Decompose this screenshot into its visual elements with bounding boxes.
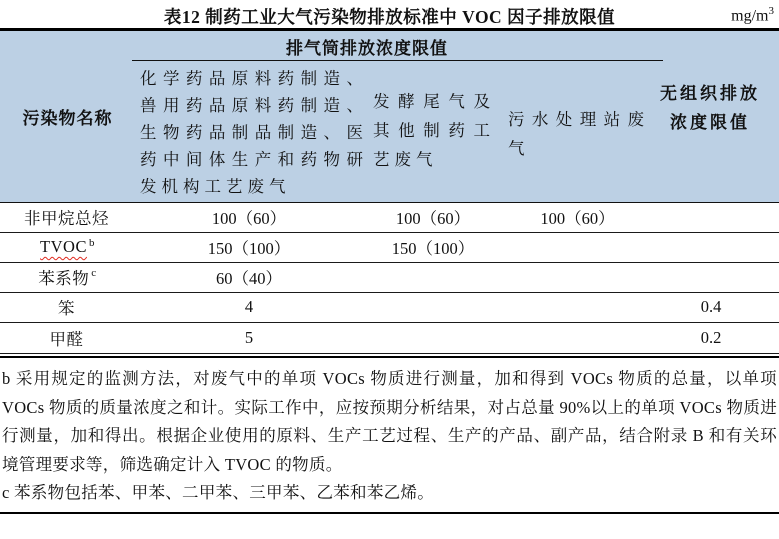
value-chemical-api: 150（100） [207,239,291,258]
header-stack-emission-limit: 排气筒排放浓度限值 [286,38,448,58]
table-row [0,233,779,263]
value-fugitive [655,263,767,292]
value-fermentation: 150（100） [391,239,475,258]
pollutant-label: TVOC [40,237,87,256]
unit-base: mg/m [731,7,769,25]
unit-label [731,5,774,25]
table-row [0,293,779,323]
unit-superscript: 3 [768,5,774,17]
table-title: 表12 制药工业大气污染物排放标准中 VOC 因子排放限值 [163,7,616,27]
table-row [0,263,779,293]
header-chemical-api-manufacturing: 化学药品原料药制造、兽用药品原料药制造、生物药品制品制造、医药中间体生产和药物研发机构工艺废气 [140,68,368,196]
value-fermentation: 100（60） [395,209,471,228]
value-fugitive [655,233,767,262]
value-chemical-api: 5 [244,327,254,347]
value-fugitive: 0.4 [700,297,722,316]
value-wastewater [505,293,650,322]
value-wastewater: 100（60） [540,209,615,228]
row-pollutant-name [0,203,135,232]
page-bottom-rule [0,512,779,514]
pollutant-label: 苯系物 [38,269,90,288]
pollutant-label: 笨 [58,299,75,318]
value-chemical-api: 100（60） [211,209,287,228]
table-row [0,323,779,353]
header-fermentation-tail-gas: 发酵尾气及其他制药工艺废气 [373,91,495,169]
value-fermentation [368,323,498,353]
header-fugitive-emission-limit: 无组织排放浓度限值 [660,83,760,132]
value-wastewater [505,323,650,353]
table-row [0,203,779,233]
pollutant-label: 非甲烷总烃 [24,209,109,228]
pollutant-label: 甲醛 [49,329,84,349]
header-pollutant-name: 污染物名称 [22,108,113,128]
footnote-b: b 采用规定的监测方法，对废气中的单项 VOCs 物质进行测量，加和得到 VOCs 物质的总量，以单项 VOCs 物质的质量浓度之和计。实际工作中，应按预期分析结果，对占总量 90%以上的单项 VOCs 物质进行测量，加和得出。根据企业使用的原料、生产工艺过程、生产的产品、副产品，结合附录 B 和有关环境管理要求等，筛选确定计入 TVOC 的物质。 [2,369,777,474]
row-pollutant-name: 苯系物 $^c$ [38,267,97,288]
row-pollutant-name: TVOC $^b$ [40,237,95,256]
footnotes [0,358,779,508]
header-wastewater-station-gas: 污水处理站废气 [508,109,650,158]
value-fugitive [655,203,767,232]
row-pollutant-name [0,323,135,353]
value-chemical-api: 4 [244,297,254,316]
title-row [0,0,779,28]
table-header [0,31,779,203]
value-chemical-api: 60（40） [216,269,282,288]
table-body [0,203,779,353]
row-pollutant-name [0,293,135,322]
value-fermentation [368,263,498,292]
value-fugitive: 0.2 [700,327,722,347]
footnote-c: c 苯系物包括苯、甲苯、二甲苯、三甲苯、乙苯和苯乙烯。 [2,483,435,502]
spanner-underline [132,60,663,62]
value-fermentation [368,293,498,322]
value-wastewater [505,263,650,292]
value-wastewater [505,233,650,262]
